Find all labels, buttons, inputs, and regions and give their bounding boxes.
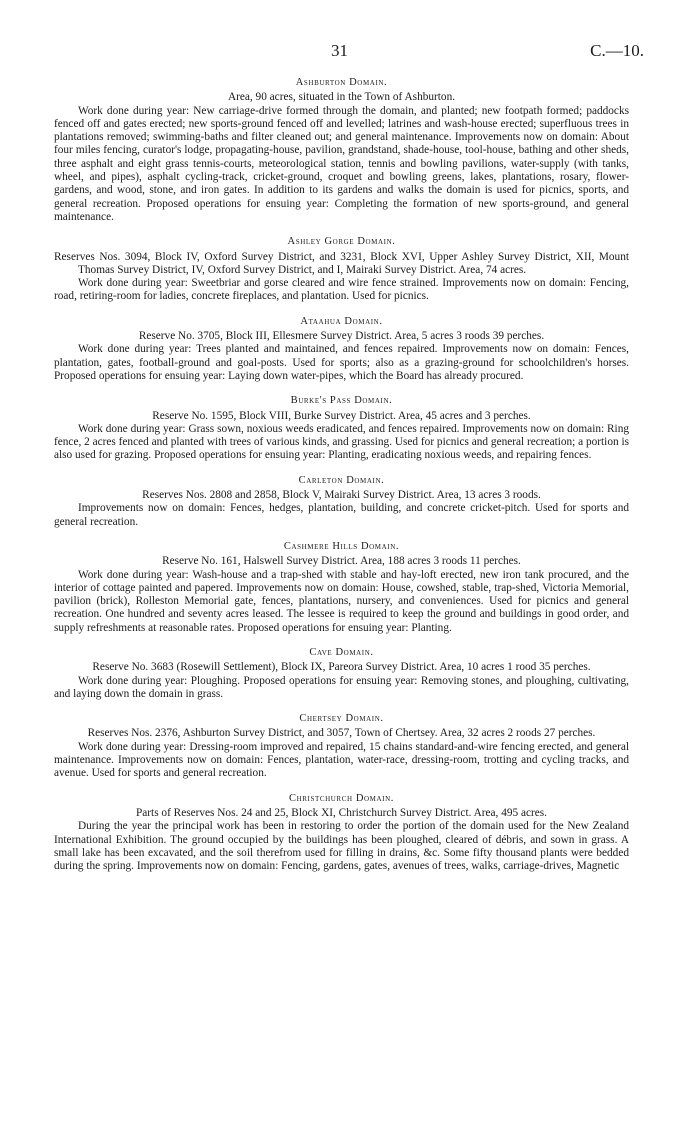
section-christchurch-domain (54, 792, 629, 874)
section-cashmere-hills-domain (54, 540, 629, 635)
page-header (0, 41, 700, 61)
section-ataahua-domain (54, 315, 629, 383)
section-body: Work done during year: Sweetbriar and gorse cleared and wire fence strained. Improvements now on domain: Fencing, road, retiring-room for ladies, concrete fireplaces, and plantation. Used for picnics. (54, 277, 629, 303)
section-carleton-domain (54, 474, 629, 529)
section-area: Reserves Nos. 2376, Ashburton Survey District, and 3057, Town of Chertsey. Area, 32 acres 2 roods 27 perches. (87, 727, 596, 740)
section-body: Work done during year: Wash-house and a trap-shed with stable and hay-loft erected, new iron tank procured, and the interior of cottage painted and papered. Improvements now on domain: House, cowshed, stable, trap-shed, Victoria Memorial, pavilion (brick), Rolleston Memorial gate, fences, plantations, nursery, and conveniences. Used for picnics and general recreation. One hundred and seventy acres leased. The lessee is required to keep the ground and buildings in good order, and supply refreshments at reasonable rates. Proposed operations for ensuing year: Planting. (54, 568, 629, 634)
section-ashburton-domain (54, 76, 629, 224)
section-cave-domain (54, 646, 629, 701)
section-area: Reserves Nos. 2808 and 2858, Block V, Mairaki Survey District. Area, 13 acres 3 roods. (142, 489, 541, 502)
section-body: Work done during year: Ploughing. Proposed operations for ensuing year: Removing stones, and ploughing, cultivating, and laying down the domain in grass. (54, 674, 629, 700)
section-area: Parts of Reserves Nos. 24 and 25, Block XI, Christchurch Survey District. Area, 495 acres. (136, 806, 547, 819)
section-chertsey-domain (54, 712, 629, 780)
section-area: Reserves Nos. 3094, Block IV, Oxford Survey District, and 3231, Block XVI, Upper Ashley Survey District, XII, Mount Thomas Survey District, IV, Oxford Survey District, and I, Mairaki Survey District. Area, 74 acres. (54, 250, 629, 276)
section-area: Reserve No. 3683 (Rosewill Settlement), Block IX, Pareora Survey District. Area, 10 acres 1 rood 35 perches. (92, 661, 591, 674)
document-reference: C.—10. (590, 41, 644, 60)
section-title: Burke's Pass Domain. (290, 395, 393, 407)
section-title: Chertsey Domain. (299, 713, 384, 725)
section-title: Cave Domain. (309, 646, 374, 658)
section-area: Reserve No. 1595, Block VIII, Burke Survey District. Area, 45 acres and 3 perches. (152, 409, 531, 422)
section-body: Work done during year: Dressing-room improved and repaired, 15 chains standard-and-wire fencing erected, and general maintenance. Improvements now on domain: Fences, plantation, water-race, dressing-room, trotting and cycling tracks, and avenue. Used for sports and general recreation. (54, 740, 629, 780)
section-title: Ataahua Domain. (300, 315, 383, 327)
page-content (54, 76, 629, 884)
section-title: Carleton Domain. (298, 474, 385, 486)
page-number: 31 (331, 41, 348, 60)
section-burkes-pass-domain (54, 394, 629, 462)
section-title: Ashburton Domain. (295, 77, 388, 88)
section-area: Area, 90 acres, situated in the Town of Ashburton. (227, 91, 456, 104)
section-body: Work done during year: Trees planted and maintained, and fences repaired. Improvements now on domain: Fences, plantation, gates, football-ground and goal-posts. Used for sports; also as a grazing-ground for schoolchildren's horses. Proposed operations for ensuing year: Laying down water-pipes, which the Board has already procured. (54, 343, 629, 382)
section-body: Work done during year: New carriage-drive formed through the domain, and planted; new footpath formed; paddocks fenced off and gates erected; new sports-ground fenced off and levelled; latrines and wash-house erected; superfluous trees in plantations removed; swimming-baths and filter cleaned out; and general maintenance. Improvements now on domain: About four miles fencing, curator's lodge, propagating-house, pavilion, grandstand, shade-house, tool-house, bathing and other sheds, three asphalt and eight grass tennis-courts, meteorological station, tennis and bowling pavilions, water-supply (with tanks, wheel, and pipes), asphalt cycling-track, cricket-ground, croquet and bowling greens, lakes, plantations, rosary, flower-gardens, and wood, stone, and iron gates. In addition to its gardens and walks the domain is used for picnics, sports, and general recreation. Proposed operations for ensuing year: Completing the formation of new sports-ground, and general maintenance. (54, 104, 629, 223)
section-title: Christchurch Domain. (289, 792, 394, 804)
section-area: Reserve No. 3705, Block III, Ellesmere Survey District. Area, 5 acres 3 roods 39 perches. (138, 330, 545, 343)
section-body: Work done during year: Grass sown, noxious weeds eradicated, and fences repaired. Improvements now on domain: Ring fence, 2 acres fenced and planted with trees of various kinds, and grassing. Used for picnics and general recreation; a portion is also used for grazing. Proposed operations for ensuing year: Planting, eradicating noxious weeds, and repairing fences. (54, 422, 629, 462)
section-title: Ashley Gorge Domain. (287, 236, 396, 248)
section-body: Improvements now on domain: Fences, hedges, plantation, building, and concrete cricket-pitch. Used for sports and general recreation. (54, 502, 629, 528)
section-body: During the year the principal work has been in restoring to order the portion of the domain used for the New Zealand International Exhibition. The ground occupied by the buildings has been ploughed, cleared of débris, and sown in grass. A small lake has been excavated, and the soil therefrom used for filling in drains, &c. Some fifty thousand plants were bedded during the spring. Improvements now on domain: Fencing, gardens, gates, avenues of trees, walks, carriage-drives, Magnetic (54, 820, 629, 873)
section-title: Cashmere Hills Domain. (283, 540, 400, 552)
section-ashley-gorge-domain (54, 235, 629, 303)
section-area: Reserve No. 161, Halswell Survey District. Area, 188 acres 3 roods 11 perches. (162, 555, 521, 568)
